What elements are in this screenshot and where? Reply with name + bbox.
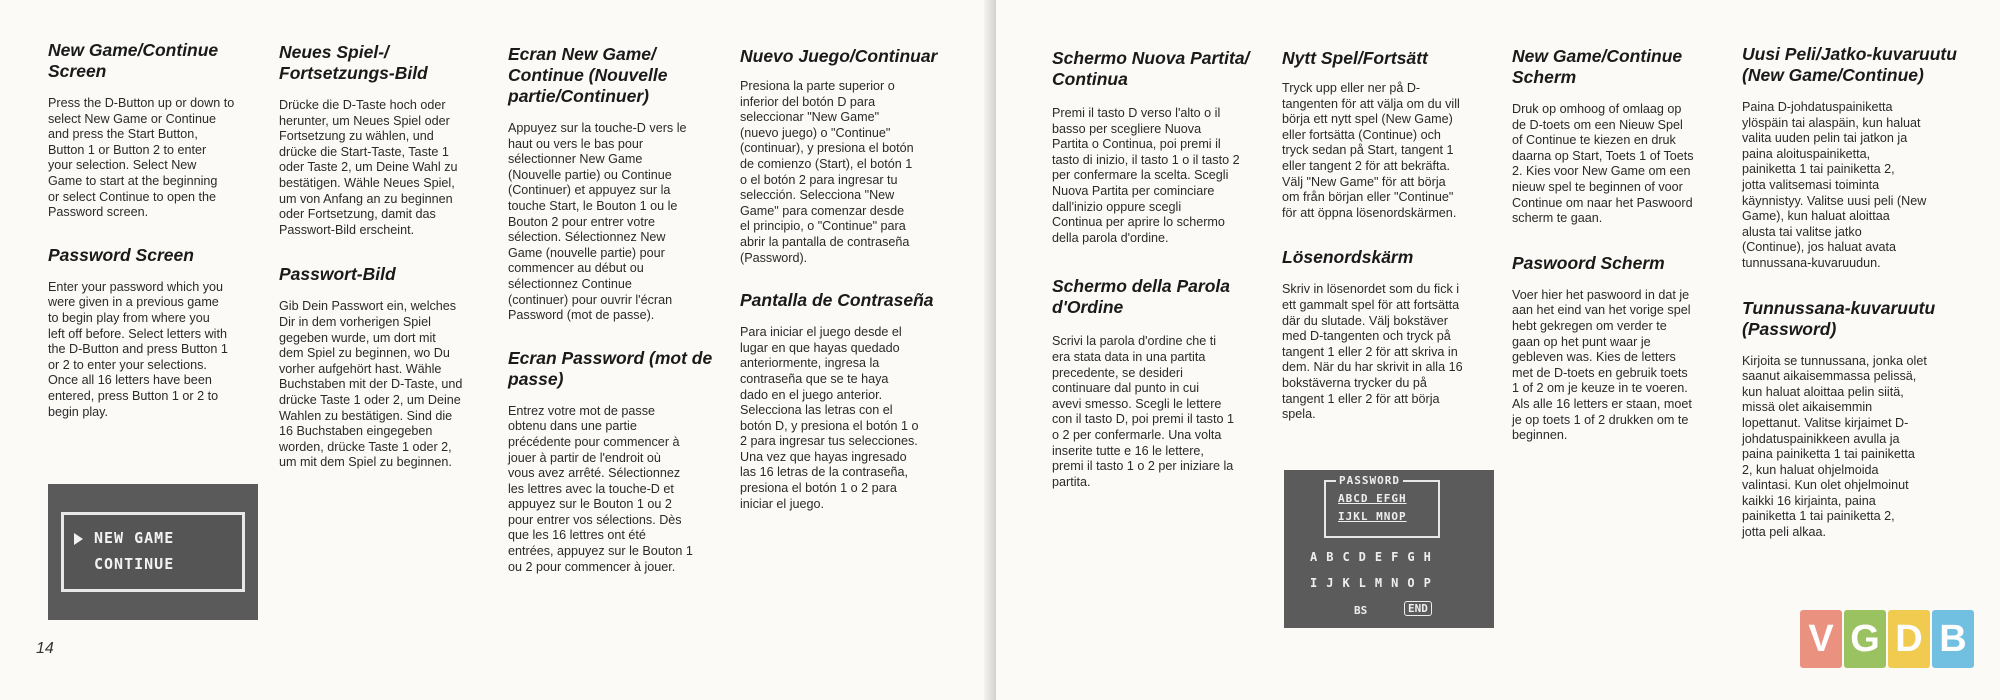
page-number: 14 <box>36 640 54 657</box>
left-page <box>0 0 992 700</box>
section-body: Entrez votre mot de passe obtenu dans une partie précédente pour commencer à jouer à partir de l'endroit où vous avez arrêté. Sélectionnez les lettres avec la touche-D et appuyez sur le Bouton 1 ou 2 pour entrer vos sélections. Dès que les 16 lettres ont été entrées, appuyez sur le Bouton 1 ou 2 pour commencer à jouer. <box>508 403 693 574</box>
section-heading: Uusi Peli/Jatko-kuvaruutu (New Game/Continue) <box>1742 44 1957 85</box>
password-title: PASSWORD <box>1336 474 1403 487</box>
watermark-letter-v: V <box>1800 610 1842 668</box>
column-spanish <box>740 46 965 512</box>
section-heading: Passwort-Bild <box>279 264 396 285</box>
column-french <box>508 44 728 575</box>
column-dutch <box>1512 46 1734 444</box>
section-body: Presiona la parte superior o inferior del botón D para seleccionar "New Game" (nuevo juego) o "Continue" (continuar), y presiona el botón de comienzo (Start), el botón 1 o el botón 2 para ingresar tu selección. Selecciona "New Game" para comenzar desde el principio, o "Continue" para abrir la pantalla de contraseña (Password). <box>740 79 914 265</box>
menu-option-new-game: NEW GAME <box>94 529 175 547</box>
section-body: Appuyez sur la touche-D vers le haut ou vers le bas pour sélectionner New Game (Nouvelle partie) ou Continue (Continuer) et appuyez sur la touche Start, le Bouton 1 ou le Bouton 2 pour entrer votre sélection. Sélectionnez New Game (nouvelle partie) pour commencer au début ou sélectionnez Continue (continuer) pour ouvrir l'écran Password (mot de passe). <box>508 121 687 323</box>
letter-row-1: ABCDEFGH <box>1310 550 1440 564</box>
menu-option-continue: CONTINUE <box>94 555 175 573</box>
backspace-label: BS <box>1354 604 1368 617</box>
section-body: Para iniciar el juego desde el lugar en que hayas quedado anteriormente, ingresa la contraseña que se te haya dado en el juego anterior. Selecciona las letras con el botón D, y presiona el botón 1 o 2 para ingresar tus selecciones. Una vez que hayas ingresado las 16 letras de la contraseña, presiona el botón 1 o 2 para iniciar el juego. <box>740 325 919 511</box>
section-body: Scrivi la parola d'ordine che ti era stata data in una partita precedente, se desideri continuare dal punto in cui avevi smesso. Scegli le lettere con il tasto D, poi premi il tasto 1 o 2 per confermarle. Una volta inserite tutte e 16 le lettere, premi il tasto 1 o 2 per iniziare la partita. <box>1052 334 1234 489</box>
watermark-letter-g: G <box>1844 610 1886 668</box>
password-line-1: ABCD EFGH <box>1338 492 1407 505</box>
cursor-arrow-icon <box>74 533 83 545</box>
section-heading: Nuevo Juego/Continuar <box>740 46 938 66</box>
section-heading: Paswoord Scherm <box>1512 252 1665 273</box>
section-body: Enter your password which you were given in a previous game to begin play from where you left off before. Select letters with the D-Button and press Button 1 or 2 to enter your selections. Once all 16 letters have been entered, press Button 1 or 2 to begin play. <box>48 279 228 419</box>
password-line-2: IJKL MNOP <box>1338 510 1407 523</box>
password-frame <box>1324 480 1440 538</box>
section-body: Paina D-johdatuspainiketta ylöspäin tai alaspäin, kun haluat valita uuden pelin tai jatkon ja paina aloituspainiketta, painiketta 1 tai painiketta 2, jotta valitsemasi toiminta käynnistyy. Valitse uusi peli (New Game), kun haluat aloittaa alusta tai valitse jatko (Continue), jos haluat avata tunnussana-kuvaruudun. <box>1742 100 1927 270</box>
column-swedish <box>1282 48 1497 423</box>
section-body: Premi il tasto D verso l'alto o il basso per scegliere Nuova Partita o Continua, poi premi il tasto di inizio, il tasto 1 o il tasto 2 per confermare la scelta. Scegli Nuova Partita per cominciare dall'inizio oppure scegli Continua per aprire lo schermo della parola d'ordine. <box>1052 106 1240 245</box>
section-heading: Schermo della Parola d'Ordine <box>1052 276 1230 318</box>
section-heading: New Game/Continue Scherm <box>1512 46 1683 87</box>
section-heading: Ecran Password (mot de passe) <box>508 347 713 389</box>
section-heading: Password Screen <box>48 244 194 265</box>
new-game-menu-screenshot <box>48 484 258 620</box>
section-body: Drücke die D-Taste hoch oder herunter, um Neues Spiel oder Fortsetzung zu wählen, und drücke die Start-Taste, Taste 1 oder Taste 2, um Deine Wahl zu bestätigen. Wähle Neues Spiel, um von Anfang an zu beginnen oder Fortsetzung, damit das Passwort-Bild erscheint. <box>279 98 458 237</box>
section-body: Druk op omhoog of omlaag op de D-toets om een Nieuw Spel of Continue te kiezen en druk daarna op Start, Toets 1 of Toets 2. Kies voor New Game om een nieuw spel te beginnen of voor Continue om naar het Paswoord scherm te gaan. <box>1512 102 1694 226</box>
right-page <box>996 0 2000 700</box>
section-body: Voer hier het paswoord in dat je aan het eind van het vorige spel hebt gekregen om verder te gaan op het punt waar je gebleven was. Kies de letters met de D-toets en gebruik toets 1 of 2 om je keuze in te voeren. Als alle 16 letters er staan, moet je op toets 1 of 2 drukken om te beginnen. <box>1512 287 1692 443</box>
column-finnish <box>1742 44 1972 541</box>
section-heading: Nytt Spel/Fortsätt <box>1282 48 1428 68</box>
section-heading: Ecran New Game/ Continue (Nouvelle partie/Continuer) <box>508 44 668 106</box>
section-heading: New Game/Continue Screen <box>48 40 219 81</box>
section-heading: Neues Spiel-/ Fortsetzungs-Bild <box>279 42 428 83</box>
section-body: Tryck upp eller ner på D- tangenten för att välja om du vill börja ett nytt spel (New Game) eller fortsätta (Continue) och tryck sedan på Start, tangent 1 eller tangent 2 för att bekräfta. Välj "New Game" för att börja om från början eller "Continue" för att öppna lösenordskärmen. <box>1282 81 1460 220</box>
column-italian <box>1052 48 1272 490</box>
watermark-letter-d: D <box>1888 610 1930 668</box>
section-body: Kirjoita se tunnussana, jonka olet saanut aikaisemmassa pelissä, kun haluat aloittaa pelin siitä, missä olet aikaisemmin lopettanut. Valitse kirjaimet D- johdatuspainikkeen avulla ja paina painiketta 1 tai painiketta 2, kun haluat ohjelmoida valintasi. Kun olet ohjelmoinut kaikki 16 kirjainta, paina painiketta 1 tai painiketta 2, jotta peli alkaa. <box>1742 353 1927 540</box>
section-heading: Tunnussana-kuvaruutu (Password) <box>1742 297 1936 339</box>
watermark-letter-b: B <box>1932 610 1974 668</box>
password-screen-screenshot <box>1284 470 1494 628</box>
section-body: Gib Dein Passwort ein, welches Dir in dem vorherigen Spiel gegeben wurde, um dort mit dem Spiel zu beginnen, wo Du vorher aufgehört hast. Wähle Buchstaben mit der D-Taste, und drücke Taste 1 oder 2, um Deine Wahlen zu bestätigen. Sind die 16 Buchstaben eingegeben worden, drücke Taste 1 oder 2, um mit dem Spiel zu beginnen. <box>279 299 463 470</box>
section-body: Skriv in lösenordet som du fick i ett gammalt spel för att fortsätta där du slutade. Välj bokstäver med D-tangenten och tryck på tangent 1 eller 2 för att skriva in dem. När du har skrivit in alla 16 bokstäverna trycker du på tangent 1 eller 2 för att börja spela. <box>1282 282 1463 422</box>
vgdb-watermark-logo <box>1800 610 1990 678</box>
column-english <box>48 40 258 420</box>
letter-row-2: IJKLMNOP <box>1310 576 1440 590</box>
section-heading: Pantalla de Contraseña <box>740 290 934 311</box>
section-heading: Lösenordskärm <box>1282 247 1414 268</box>
end-label: END <box>1404 601 1432 616</box>
section-heading: Schermo Nuova Partita/ Continua <box>1052 48 1250 89</box>
column-german <box>279 42 494 471</box>
menu-frame <box>61 512 245 592</box>
section-body: Press the D-Button up or down to select New Game or Continue and press the Start Button, Button 1 or Button 2 to enter your selection. Select New Game to start at the beginning or select Continue to open the Password screen. <box>48 96 235 220</box>
